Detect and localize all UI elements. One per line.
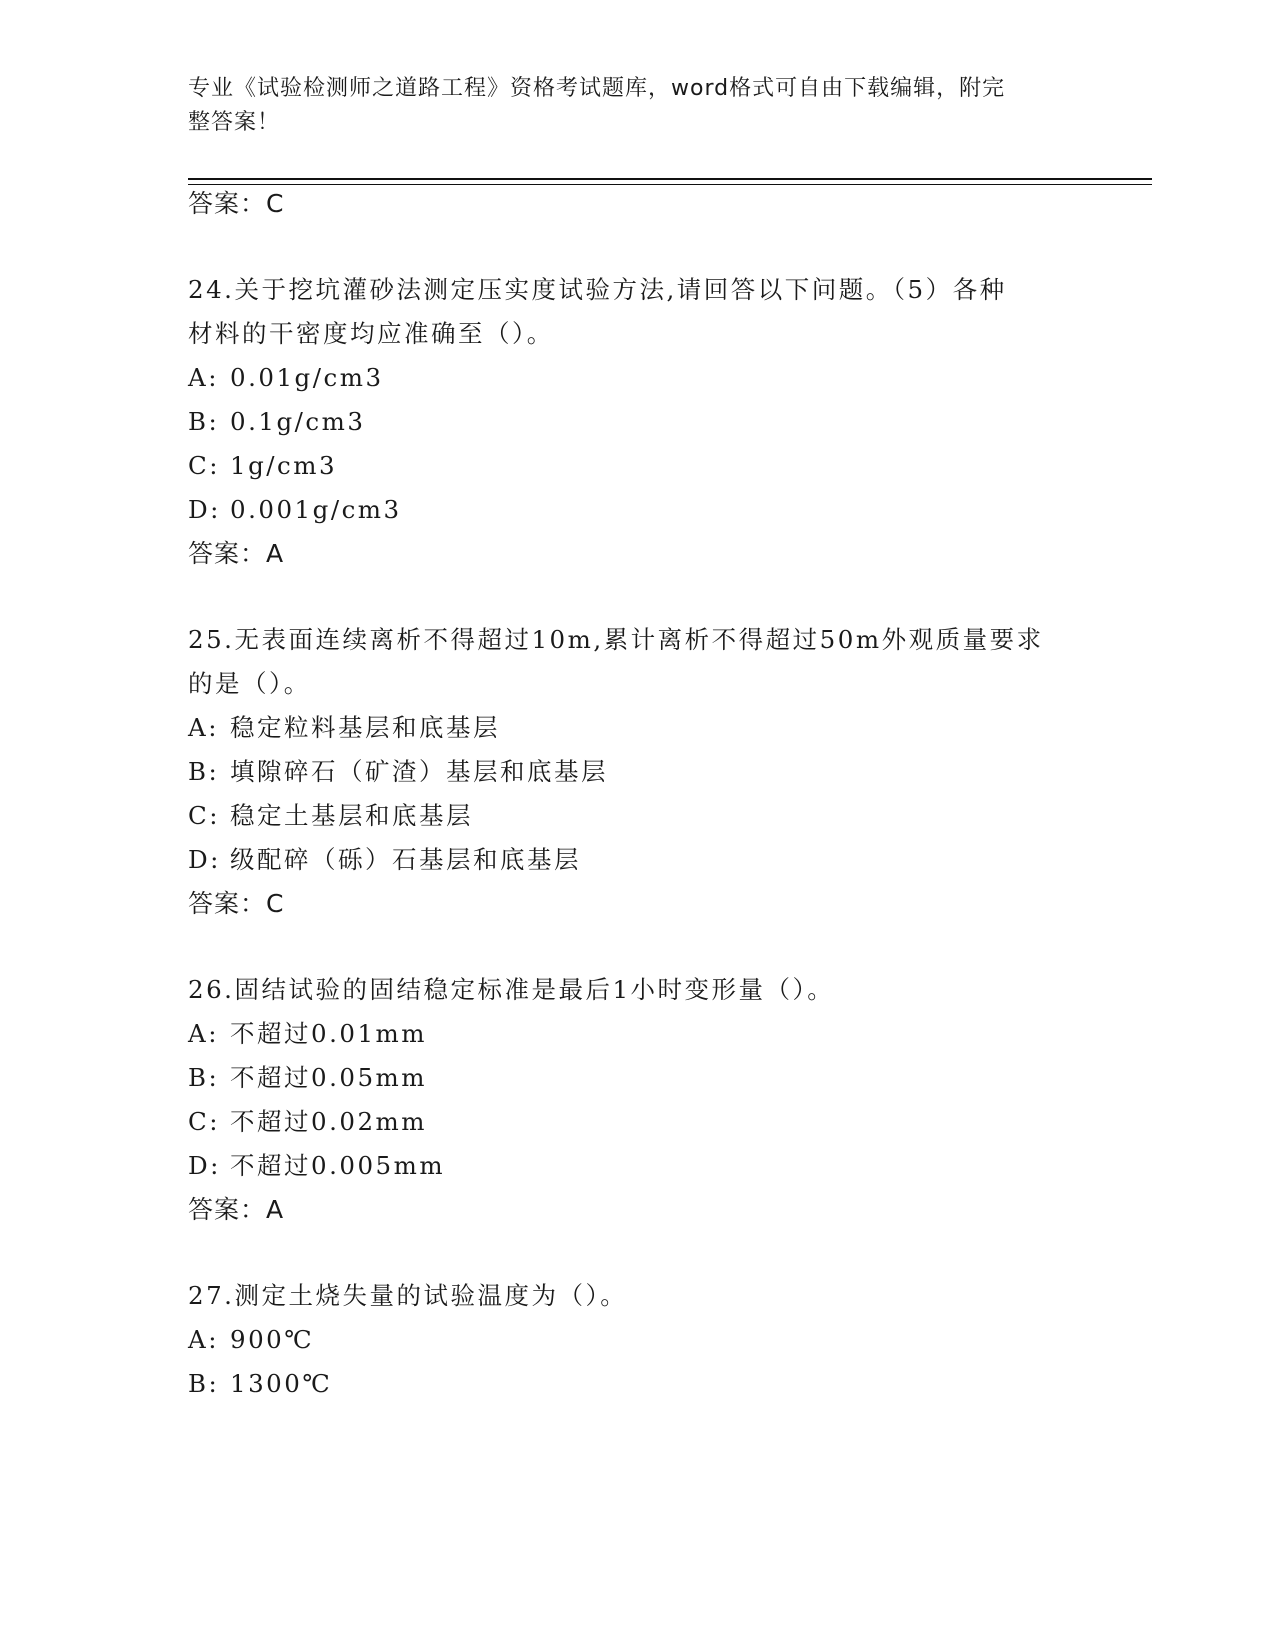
question-26-option-b [188, 1062, 427, 1094]
question-24-option-b [188, 406, 365, 438]
question-25-option-d [188, 844, 581, 876]
option-label: B: [188, 407, 220, 436]
question-27-option-a [188, 1324, 314, 1356]
option-text: 不超过0.05mm [230, 1063, 428, 1092]
option-label: D: [188, 845, 221, 874]
question-25-option-c [188, 800, 473, 832]
option-label: A: [188, 1325, 219, 1354]
option-text: 不超过0.005mm [230, 1151, 446, 1180]
option-label: A: [188, 713, 219, 742]
question-27-stem-line-1: 27.测定土烧失量的试验温度为（）。 [188, 1281, 628, 1310]
header-line-1: 专业《试验检测师之道路工程》资格考试题库，word格式可自由下载编辑，附完 [188, 76, 1006, 101]
option-text: 0.01g/cm3 [230, 363, 384, 392]
question-26-option-c [188, 1106, 427, 1138]
option-text: 900℃ [230, 1325, 315, 1354]
header-rule-thick [188, 178, 1152, 180]
question-26-answer: 答案：A [188, 1195, 285, 1224]
header-line-2: 整答案！ [188, 110, 281, 135]
option-label: B: [188, 1369, 220, 1398]
question-24-answer: 答案：A [188, 539, 285, 568]
question-25-stem-line-2: 的是（）。 [188, 669, 311, 698]
option-label: D: [188, 1151, 221, 1180]
option-text: 0.001g/cm3 [230, 495, 402, 524]
option-label: C: [188, 801, 221, 830]
option-label: C: [188, 1107, 221, 1136]
option-label: D: [188, 495, 221, 524]
question-25-answer: 答案：C [188, 889, 285, 918]
question-24-option-d [188, 494, 402, 526]
option-text: 稳定粒料基层和底基层 [230, 713, 500, 742]
question-26-option-d [188, 1150, 445, 1182]
option-text: 填隙碎石（矿渣）基层和底基层 [230, 757, 608, 786]
question-25-option-b [188, 756, 608, 788]
previous-answer: 答案：C [188, 189, 285, 218]
option-text: 1g/cm3 [230, 451, 338, 480]
question-24-option-a [188, 362, 384, 394]
option-label: A: [188, 1019, 219, 1048]
question-25-option-a [188, 712, 500, 744]
document-header [188, 72, 1068, 140]
option-text: 1300℃ [230, 1369, 333, 1398]
option-label: C: [188, 451, 221, 480]
question-25-stem-line-1: 25.无表面连续离析不得超过10m,累计离析不得超过50m外观质量要求 [188, 625, 1044, 654]
option-text: 稳定土基层和底基层 [230, 801, 473, 830]
option-text: 0.1g/cm3 [230, 407, 366, 436]
question-26-stem-line-1: 26.固结试验的固结稳定标准是最后1小时变形量（）。 [188, 975, 835, 1004]
question-24-stem-line-1: 24.关于挖坑灌砂法测定压实度试验方法,请回答以下问题。（5）各种 [188, 275, 1007, 304]
option-text: 不超过0.01mm [230, 1019, 428, 1048]
option-text: 级配碎（砾）石基层和底基层 [230, 845, 581, 874]
question-24-option-c [188, 450, 337, 482]
question-27-option-b [188, 1368, 332, 1400]
question-24-stem-line-2: 材料的干密度均应准确至（）。 [188, 319, 554, 348]
question-26-option-a [188, 1018, 427, 1050]
option-label: B: [188, 757, 220, 786]
header-rule-thin [188, 184, 1152, 185]
option-text: 不超过0.02mm [230, 1107, 428, 1136]
option-label: B: [188, 1063, 220, 1092]
option-label: A: [188, 363, 219, 392]
